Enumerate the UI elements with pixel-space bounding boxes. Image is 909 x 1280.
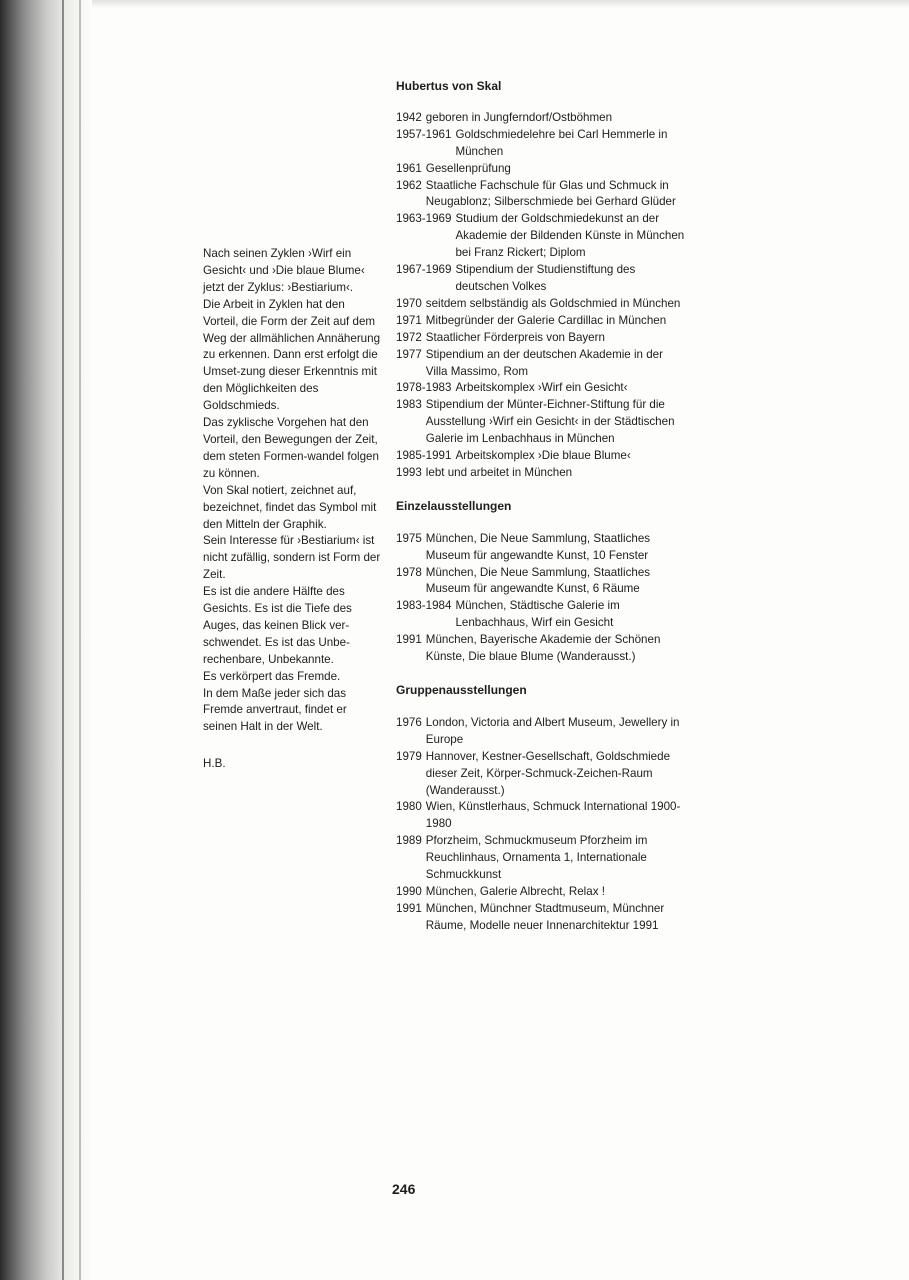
cv-entry bbox=[396, 565, 686, 599]
entry-text: Staatliche Fachschule für Glas und Schmuck in Neugablonz; Silberschmiede bei Gerhard Glüder bbox=[425, 178, 676, 209]
entry-text: Arbeitskomplex ›Wirf ein Gesicht‹ bbox=[455, 381, 628, 395]
entry-text: lebt und arbeitet in München bbox=[425, 465, 573, 479]
cv-entry bbox=[396, 833, 686, 884]
entry-year: 1983-1984 bbox=[396, 599, 452, 613]
entry-year: 1942 bbox=[396, 110, 422, 124]
entry-text: Gesellenprüfung bbox=[425, 161, 511, 175]
entry-year: 1978 bbox=[396, 565, 422, 579]
entry-text: Mitbegründer der Galerie Cardillac in München bbox=[425, 313, 667, 327]
cv-entry bbox=[396, 127, 686, 161]
entry-text: Arbeitskomplex ›Die blaue Blume‹ bbox=[455, 449, 631, 463]
entry-text: Stipendium der Münter-Eichner-Stiftung für die Ausstellung ›Wirf ein Gesicht‹ in der Städtischen Galerie im Lenbachhaus in München bbox=[425, 398, 675, 446]
entry-text: geboren in Jungferndorf/Ostböhmen bbox=[425, 110, 613, 124]
entry-year: 1980 bbox=[396, 800, 422, 814]
entry-text: Stipendium der Studienstiftung des deutschen Volkes bbox=[455, 263, 636, 293]
cv-entry bbox=[396, 749, 686, 800]
entry-year: 1970 bbox=[396, 296, 422, 310]
entry-text: München, Bayerische Akademie der Schönen Künste, Die blaue Blume (Wanderausst.) bbox=[425, 633, 661, 664]
entry-year: 1971 bbox=[396, 313, 422, 327]
cv-entry bbox=[396, 110, 686, 127]
entry-year: 1978-1983 bbox=[396, 381, 452, 395]
entry-text: Staatlicher Förderpreis von Bayern bbox=[425, 330, 605, 344]
entry-text: München, Münchner Stadtmuseum, Münchner Räume, Modelle neuer Innenarchitektur 1991 bbox=[425, 901, 665, 932]
cv-entry bbox=[396, 262, 686, 296]
cv-column bbox=[396, 78, 686, 935]
cv-entry bbox=[396, 715, 686, 749]
spine-line bbox=[62, 0, 64, 1280]
entry-text: München, Galerie Albrecht, Relax ! bbox=[425, 884, 605, 898]
author-initials: H.B. bbox=[203, 757, 226, 771]
entry-year: 1962 bbox=[396, 178, 422, 192]
entry-year: 1990 bbox=[396, 884, 422, 898]
entry-text: Wien, Künstlerhaus, Schmuck International 1900-1980 bbox=[425, 800, 681, 831]
entry-text: Goldschmiedelehre bei Carl Hemmerle in München bbox=[455, 127, 668, 158]
solo-exhibitions-list bbox=[396, 531, 686, 666]
cv-entry bbox=[396, 884, 686, 901]
cv-entry bbox=[396, 296, 686, 313]
cv-entry bbox=[396, 380, 686, 397]
cv-entry bbox=[396, 901, 686, 935]
entry-text: seitdem selbständig als Goldschmied in München bbox=[425, 296, 681, 310]
entry-year: 1991 bbox=[396, 901, 422, 915]
entry-year: 1975 bbox=[396, 531, 422, 545]
entry-text: Studium der Goldschmiedekunst an der Akademie der Bildenden Künste in München bei Franz Rickert; Diplom bbox=[455, 212, 685, 260]
page-number: 246 bbox=[392, 1181, 416, 1197]
cv-entry bbox=[396, 465, 686, 482]
statement-paragraph: Es ist die andere Hälfte des Gesichts. Es ist die Tiefe des Auges, das keinen Blick ver-schwendet. Es ist das Unbe-rechenbare, Unbekannte. bbox=[203, 585, 352, 666]
group-exhibitions-heading: Gruppenausstellungen bbox=[396, 683, 527, 697]
entry-year: 1977 bbox=[396, 347, 422, 361]
entry-text: München, Städtische Galerie im Lenbachhaus, Wirf ein Gesicht bbox=[455, 599, 620, 630]
entry-year: 1993 bbox=[396, 465, 422, 479]
cv-entry bbox=[396, 211, 686, 262]
cv-entry bbox=[396, 330, 686, 347]
biography-list bbox=[396, 110, 686, 482]
entry-text: München, Die Neue Sammlung, Staatliches Museum für angewandte Kunst, 6 Räume bbox=[425, 565, 651, 596]
entry-year: 1989 bbox=[396, 834, 422, 848]
cv-entry bbox=[396, 448, 686, 465]
solo-exhibitions-heading: Einzelausstellungen bbox=[396, 498, 512, 513]
cv-entry bbox=[396, 598, 686, 632]
statement-paragraph: Nach seinen Zyklen ›Wirf ein Gesicht‹ und ›Die blaue Blume‹ jetzt der Zyklus: ›Bestiarium‹. bbox=[203, 247, 365, 294]
group-exhibitions-list bbox=[396, 715, 686, 935]
cv-entry bbox=[396, 161, 686, 178]
entry-year: 1983 bbox=[396, 398, 422, 412]
page-top-edge bbox=[92, 0, 909, 8]
cv-entry bbox=[396, 347, 686, 381]
statement-paragraph: Die Arbeit in Zyklen hat den Vorteil, die Form der Zeit auf dem Weg der allmählichen Annäherung zu erkennen. Dann erst erfolgt die Umset-zung dieser Erkenntnis mit den Möglichkeiten des Goldschmieds. bbox=[203, 297, 381, 413]
entry-year: 1963-1969 bbox=[396, 212, 452, 226]
artist-statement bbox=[203, 246, 381, 773]
entry-text: München, Die Neue Sammlung, Staatliches Museum für angewandte Kunst, 10 Fenster bbox=[425, 531, 651, 562]
cv-entry bbox=[396, 632, 686, 666]
statement-paragraph: In dem Maße jeder sich das Fremde anvertraut, findet er seinen Halt in der Welt. bbox=[203, 686, 347, 734]
cv-entry bbox=[396, 799, 686, 833]
artist-name-heading: Hubertus von Skal bbox=[396, 79, 502, 93]
statement-paragraph: Es verkörpert das Fremde. bbox=[203, 669, 341, 683]
cv-entry bbox=[396, 397, 686, 448]
entry-year: 1985-1991 bbox=[396, 449, 452, 463]
statement-paragraph: Sein Interesse für ›Bestiarium‹ ist nicht zufällig, sondern ist Form der Zeit. bbox=[203, 534, 381, 582]
entry-year: 1991 bbox=[396, 633, 422, 647]
entry-text: London, Victoria and Albert Museum, Jewellery in Europe bbox=[425, 715, 680, 746]
entry-year: 1961 bbox=[396, 161, 422, 175]
statement-paragraph: Von Skal notiert, zeichnet auf, bezeichnet, findet das Symbol mit den Mitteln der Graphik. bbox=[203, 483, 377, 531]
spine-line bbox=[79, 0, 81, 1280]
entry-year: 1972 bbox=[396, 330, 422, 344]
entry-text: Hannover, Kestner-Gesellschaft, Goldschmiede dieser Zeit, Körper-Schmuck-Zeichen-Raum (Wanderausst.) bbox=[425, 749, 671, 797]
entry-year: 1979 bbox=[396, 749, 422, 763]
entry-text: Stipendium an der deutschen Akademie in der Villa Massimo, Rom bbox=[425, 347, 663, 378]
cv-entry bbox=[396, 313, 686, 330]
cv-entry bbox=[396, 178, 686, 212]
entry-year: 1967-1969 bbox=[396, 263, 452, 277]
cv-entry bbox=[396, 531, 686, 565]
entry-year: 1957-1961 bbox=[396, 127, 452, 141]
entry-text: Pforzheim, Schmuckmuseum Pforzheim im Reuchlinhaus, Ornamenta 1, Internationale Schmuckkunst bbox=[425, 834, 648, 882]
entry-year: 1976 bbox=[396, 715, 422, 729]
statement-paragraph: Das zyklische Vorgehen hat den Vorteil, den Bewegungen der Zeit, dem steten Formen-wandel folgen zu können. bbox=[203, 416, 379, 480]
